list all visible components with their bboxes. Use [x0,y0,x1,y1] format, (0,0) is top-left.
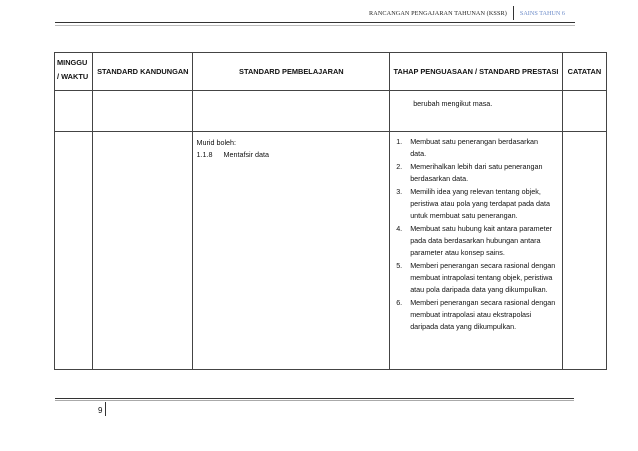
list-item [396,223,556,259]
table-header-row [55,53,607,91]
cell-minggu [55,132,93,370]
list-item [396,136,556,160]
level-text: Memerihalkan lebih dari satu penerangan berdasarkan data. [410,162,543,183]
level-text: Membuat satu penerangan berdasarkan data. [410,137,539,158]
page-header [369,6,565,20]
level-number: 2. [396,162,403,171]
column-header-catatan: CATATAN [562,53,606,91]
cell-kandungan [93,132,193,370]
document-title: RANCANGAN PENGAJARAN TAHUNAN (KSSR) [369,9,507,17]
list-item [396,161,556,185]
header-divider [513,6,514,20]
skill-name: Mentafsir data [223,150,270,159]
level-text: Memilih idea yang relevan tentang objek, peristiwa atau pola yang terdapat pada data untuk membuat satu penerangan. [410,187,551,220]
level-number: 4. [396,224,403,233]
level-number: 6. [396,298,403,307]
column-header-tahap-penguasaan: TAHAP PENGUASAAN / STANDARD PRESTASI [390,53,563,91]
list-item [396,186,556,222]
page-number: 9 [98,406,103,415]
level-text: Memberi penerangan secara rasional dengan membuat intrapolasi atau ekstrapolasi daripada data yang dikumpulkan. [410,298,556,331]
cell-pembelajaran [193,91,390,132]
level-number: 1. [396,137,403,146]
cell-kandungan [93,91,193,132]
cell-catatan [562,91,606,132]
footer-rule [55,398,574,399]
learning-skill-line [196,149,386,161]
subject-title: SAINS TAHUN 6 [519,9,565,17]
performance-levels-list [390,132,562,333]
column-header-standard-kandungan: STANDARD KANDUNGAN [93,53,193,91]
header-rule-thin [55,25,575,26]
table-row [55,91,607,132]
learning-standard [193,132,389,166]
level-text: Memberi penerangan secara rasional dengan membuat intrapolasi tentang objek, peristiwa atau pola daripada data yang dikumpulkan. [410,261,556,294]
cell-catatan [562,132,606,370]
continued-text: berubah mengikut masa. [413,99,493,108]
lesson-plan-table [54,52,607,370]
list-item [396,260,556,296]
cell-tahap [390,132,563,370]
list-item [396,297,556,333]
level-number: 3. [396,187,403,196]
column-header-minggu: MINGGU / WAKTU [55,53,93,91]
column-header-standard-pembelajaran: STANDARD PEMBELAJARAN [193,53,390,91]
skill-code: 1.1.8 [196,150,213,159]
cell-minggu [55,91,93,132]
page-number-divider [105,402,106,416]
header-rule [55,22,575,23]
cell-pembelajaran [193,132,390,370]
learning-intro: Murid boleh: [196,138,237,147]
level-text: Membuat satu hubung kait antara parameter pada data berdasarkan hubungan antara parameter atau konsep sains. [410,224,553,257]
table-row [55,132,607,370]
cell-tahap [390,91,563,132]
footer-rule-thin [55,400,574,401]
level-number: 5. [396,261,403,270]
